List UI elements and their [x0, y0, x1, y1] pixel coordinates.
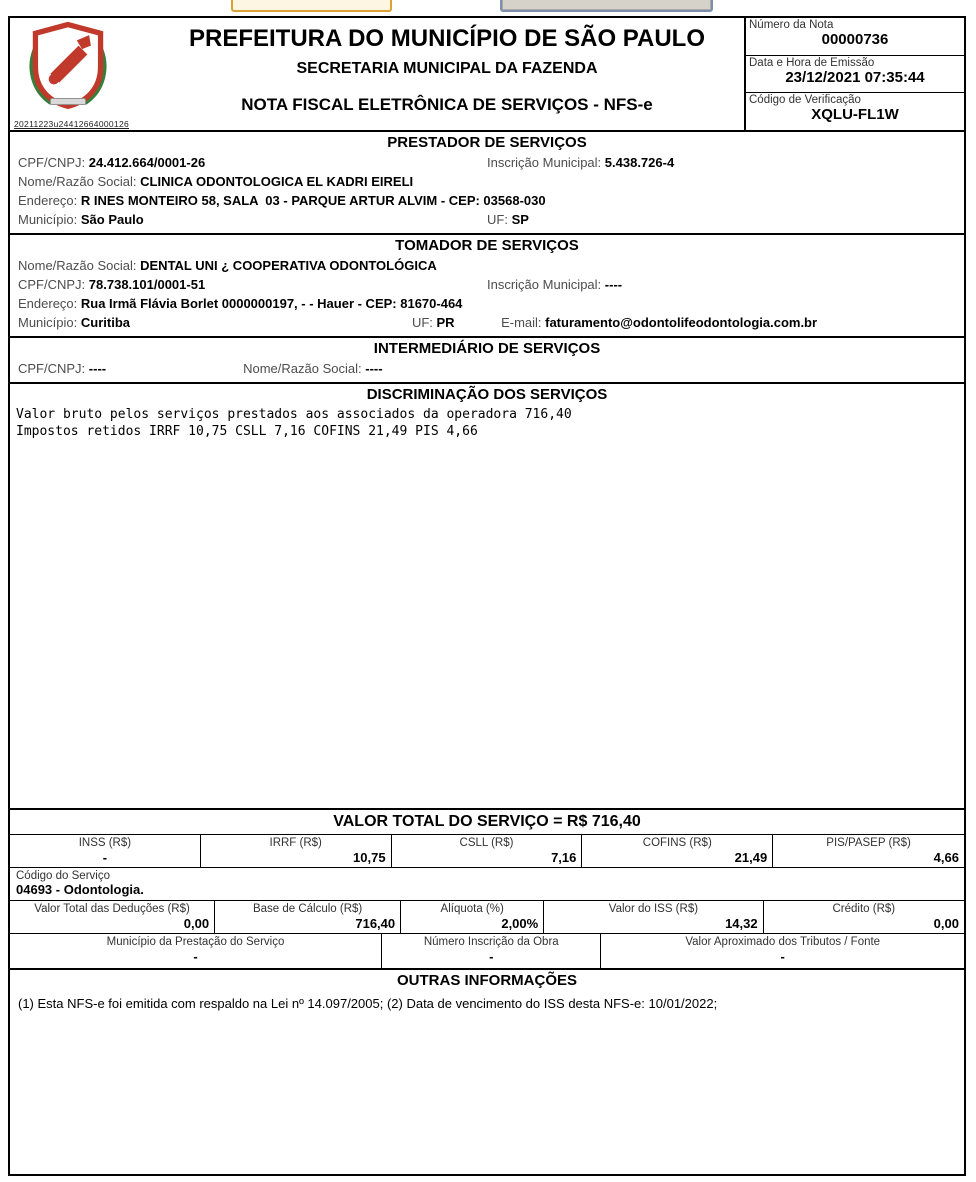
extras-col-obra	[382, 934, 601, 968]
impostos-col-pis	[773, 835, 964, 867]
discriminacao-title: DISCRIMINAÇÃO DOS SERVIÇOS	[366, 386, 608, 403]
logo-area	[10, 18, 150, 130]
calculo-col-aliquota	[401, 901, 544, 933]
prestador-nome-label: Nome/Razão Social:	[18, 174, 141, 189]
impostos-value: 7,16	[551, 850, 577, 865]
section-prestador	[10, 132, 964, 233]
impostos-value: 21,49	[734, 850, 768, 865]
section-intermediario	[10, 336, 964, 382]
prestador-title: PRESTADOR DE SERVIÇOS	[387, 134, 587, 151]
prestador-cnpj-label: CPF/CNPJ:	[18, 155, 89, 170]
impostos-header: COFINS (R$)	[642, 837, 712, 849]
data-emissao-value: 23/12/2021 07:35:44	[785, 68, 925, 86]
impostos-value: 4,66	[933, 850, 959, 865]
top-button-left[interactable]	[231, 0, 392, 12]
nota-info-panel	[744, 18, 964, 130]
tomador-im-value: ----	[604, 277, 623, 292]
codigo-verificacao-label: Código de Verificação	[749, 94, 861, 107]
tomador-nome-label: Nome/Razão Social:	[18, 258, 141, 273]
tomador-endereco-label: Endereço:	[18, 296, 81, 311]
extras-header: Número Inscrição da Obra	[423, 936, 559, 948]
discriminacao-line: Valor bruto pelos serviços prestados aos associados da operadora 716,40	[16, 407, 572, 422]
prestador-nome-value: CLINICA ODONTOLOGICA EL KADRI EIRELI	[140, 174, 414, 189]
tomador-title: TOMADOR DE SERVIÇOS	[395, 237, 579, 254]
valor-total-title: VALOR TOTAL DO SERVIÇO = R$ 716,40	[10, 810, 964, 835]
calculo-value: 716,40	[355, 916, 396, 931]
codigo-verificacao-value: XQLU-FL1W	[811, 106, 899, 124]
prestador-uf-value: SP	[511, 212, 529, 227]
codigo-servico-value: 04693 - Odontologia.	[16, 882, 144, 897]
impostos-col-inss	[10, 835, 201, 867]
header-subtitle: SECRETARIA MUNICIPAL DA FAZENDA	[296, 60, 598, 77]
calculo-col-deducoes	[10, 901, 215, 933]
numero-nota-value: 00000736	[821, 31, 889, 48]
prestador-cnpj-value: 24.412.664/0001-26	[88, 155, 206, 170]
numero-nota-label: Número da Nota	[749, 19, 834, 31]
prestador-municipio-value: São Paulo	[80, 212, 144, 227]
tomador-uf-label: UF:	[411, 315, 437, 330]
data-emissao-label: Data e Hora de Emissão	[749, 56, 875, 69]
section-discriminacao	[10, 382, 964, 808]
nota-numero-cell	[746, 18, 964, 56]
extras-value: -	[780, 949, 785, 964]
extras-table	[10, 934, 964, 968]
calculo-value: 14,32	[725, 916, 758, 931]
impostos-header: PIS/PASEP (R$)	[826, 837, 911, 849]
extras-col-tributos	[601, 934, 964, 968]
nota-data-cell	[746, 56, 964, 94]
impostos-header: INSS (R$)	[78, 837, 132, 849]
calculo-value: 2,00%	[501, 916, 539, 931]
calculo-col-base	[215, 901, 401, 933]
tomador-municipio-label: Município:	[18, 315, 81, 330]
calculo-value: 0,00	[933, 916, 959, 931]
codigo-servico-label: Código do Serviço	[16, 870, 110, 882]
calculo-table	[10, 901, 964, 934]
calculo-header: Valor do ISS (R$)	[608, 903, 699, 915]
section-valor-total	[10, 808, 964, 968]
impostos-col-csll	[392, 835, 583, 867]
calculo-col-credito	[764, 901, 964, 933]
tomador-municipio-value: Curitiba	[80, 315, 130, 330]
extras-col-municipio	[10, 934, 382, 968]
intermediario-nome-label: Nome/Razão Social:	[243, 361, 366, 376]
prestador-municipio-label: Município:	[18, 212, 81, 227]
nfse-document	[8, 16, 966, 1176]
prestador-im-value: 5.438.726-4	[604, 155, 675, 170]
impostos-value: -	[102, 850, 108, 865]
impostos-header: IRRF (R$)	[269, 837, 322, 849]
calculo-col-iss	[544, 901, 763, 933]
header-titles	[150, 18, 744, 130]
impostos-header: CSLL (R$)	[459, 837, 514, 849]
extras-value: -	[193, 949, 198, 964]
tomador-cnpj-value: 78.738.101/0001-51	[88, 277, 206, 292]
tomador-email-label: E-mail:	[501, 315, 546, 330]
document-header	[10, 18, 964, 132]
sao-paulo-coat-of-arms-icon	[22, 21, 114, 109]
impostos-col-irrf	[201, 835, 392, 867]
calculo-header: Valor Total das Deduções (R$)	[34, 903, 190, 915]
tomador-cnpj-label: CPF/CNPJ:	[18, 277, 89, 292]
intermediario-cnpj-value: ----	[88, 361, 107, 376]
verification-code-string: 20211223u24412664000126	[14, 119, 129, 129]
impostos-value: 10,75	[353, 850, 386, 865]
tomador-nome-value: DENTAL UNI ¿ COOPERATIVA ODONTOLÓGICA	[140, 258, 437, 273]
intermediario-title: INTERMEDIÁRIO DE SERVIÇOS	[373, 340, 601, 357]
extras-header: Município da Prestação do Serviço	[106, 936, 285, 948]
calculo-header: Crédito (R$)	[832, 903, 896, 915]
prestador-endereco-label: Endereço:	[18, 193, 81, 208]
calculo-value: 0,00	[183, 916, 210, 931]
codigo-servico-block	[10, 868, 964, 901]
section-outras-informacoes	[10, 968, 964, 1174]
outras-title: OUTRAS INFORMAÇÕES	[397, 972, 577, 989]
impostos-table	[10, 835, 964, 868]
tomador-uf-value: PR	[436, 315, 455, 330]
extras-header: Valor Aproximado dos Tributos / Fonte	[685, 936, 881, 948]
page-title: PREFEITURA DO MUNICÍPIO DE SÃO PAULO	[188, 25, 706, 52]
extras-value: -	[489, 949, 494, 964]
section-tomador	[10, 233, 964, 336]
document-type-title: NOTA FISCAL ELETRÔNICA DE SERVIÇOS - NFS-e	[241, 95, 653, 114]
intermediario-cnpj-label: CPF/CNPJ:	[18, 361, 89, 376]
intermediario-nome-value: ----	[365, 361, 383, 376]
prestador-im-label: Inscrição Municipal:	[487, 155, 605, 170]
prestador-uf-label: UF:	[487, 212, 512, 227]
tomador-email-value: faturamento@odontolifeodontologia.com.br	[545, 315, 818, 330]
nota-codigo-cell	[746, 93, 964, 130]
calculo-header: Base de Cálculo (R$)	[252, 903, 363, 915]
calculo-header: Alíquota (%)	[440, 903, 504, 915]
impostos-col-cofins	[582, 835, 773, 867]
discriminacao-line: Impostos retidos IRRF 10,75 CSLL 7,16 COFINS 21,49 PIS 4,66	[16, 424, 478, 439]
top-button-right[interactable]	[500, 0, 713, 12]
tomador-endereco-value: Rua Irmã Flávia Borlet 0000000197, - - Hauer - CEP: 81670-464	[80, 296, 463, 311]
prestador-endereco-value: R INES MONTEIRO 58, SALA 03 - PARQUE ARTUR ALVIM - CEP: 03568-030	[80, 193, 546, 208]
outras-text: (1) Esta NFS-e foi emitida com respaldo na Lei nº 14.097/2005; (2) Data de vencimento do ISS desta NFS-e: 10/01/2022;	[18, 996, 718, 1011]
tomador-im-label: Inscrição Municipal:	[487, 277, 605, 292]
discriminacao-body	[10, 404, 964, 808]
